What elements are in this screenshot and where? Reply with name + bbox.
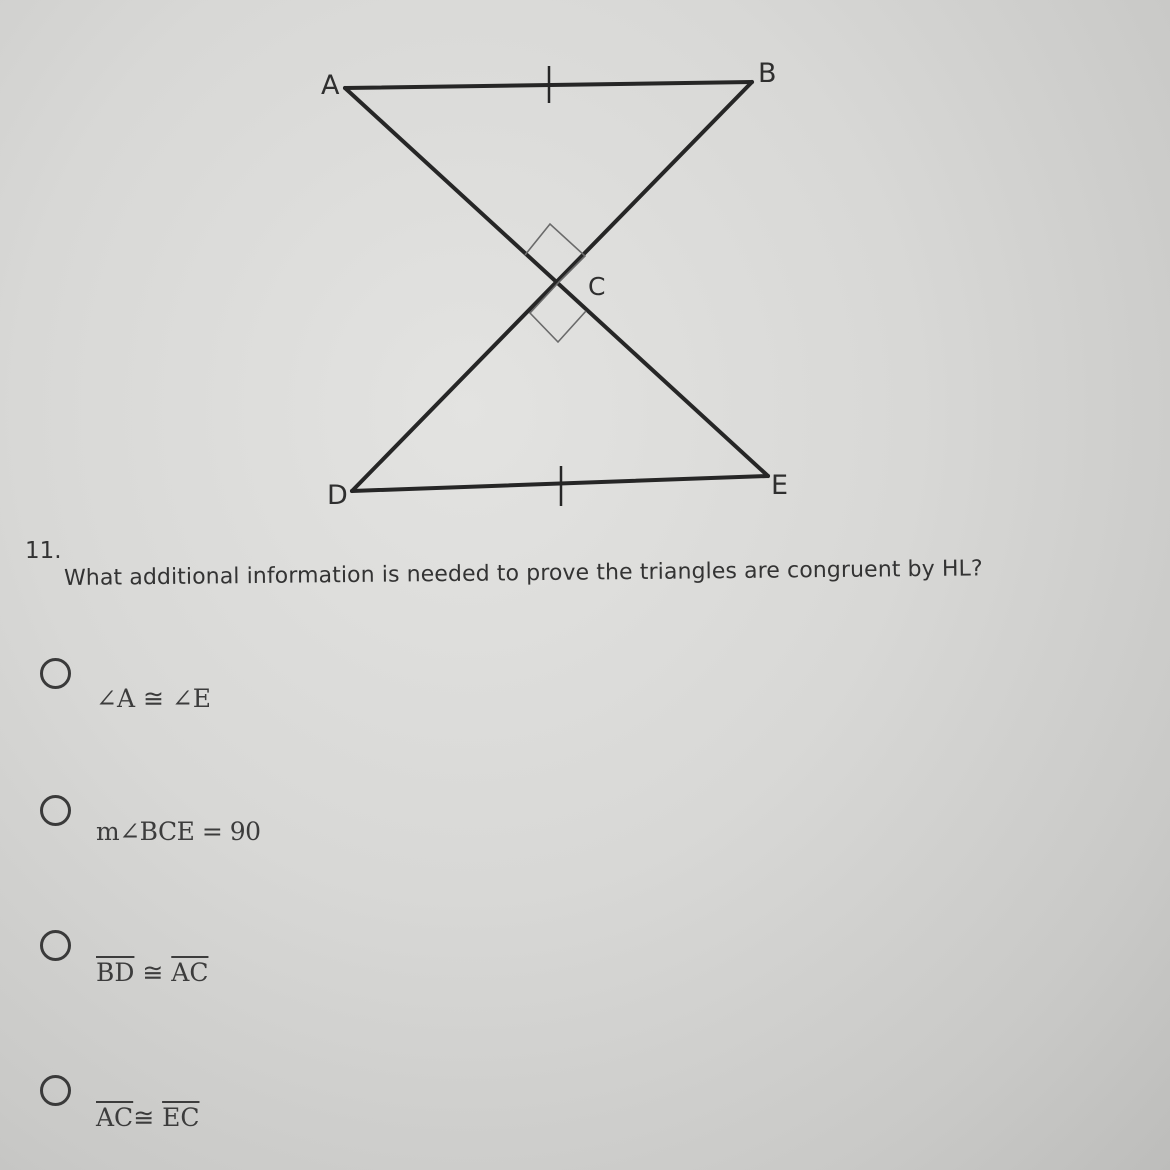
segment-ac-label: $\overline{AC}$	[96, 1103, 134, 1132]
question-number: 11.	[25, 538, 62, 564]
radio-button[interactable]	[40, 930, 71, 961]
congruent-symbol: ≅	[134, 958, 172, 987]
question-text: What additional information is needed to prove the triangles are congruent by HL?	[63, 556, 983, 591]
point-label-c: C	[588, 272, 606, 301]
right-angle-marker-top	[525, 224, 585, 283]
answer-option-1[interactable]	[40, 658, 540, 738]
option-label	[96, 958, 208, 987]
congruent-symbol: ≅	[133, 1103, 163, 1132]
radio-button[interactable]	[40, 658, 71, 689]
radio-button[interactable]	[40, 795, 71, 826]
option-label: m∠BCE = 90	[96, 817, 261, 846]
point-label-a: A	[321, 70, 340, 101]
answer-option-2[interactable]	[40, 795, 540, 875]
point-label-d: D	[327, 480, 348, 511]
segment-ac-label: $\overline{AC}$	[171, 958, 209, 987]
point-label-e: E	[771, 470, 789, 501]
radio-button[interactable]	[40, 1075, 71, 1106]
point-label-b: B	[758, 58, 777, 89]
triangle-diagram	[0, 0, 1170, 530]
right-angle-marker-bottom	[530, 283, 586, 342]
answer-option-3[interactable]	[40, 930, 540, 1010]
option-label	[96, 1103, 199, 1132]
segment-bd-label: $\overline{BD}$	[96, 958, 135, 987]
answer-option-4[interactable]	[40, 1075, 540, 1155]
segment-bd	[352, 82, 752, 491]
segment-ec-label: $\overline{EC}$	[162, 1103, 200, 1132]
option-label: ∠A ≅ ∠E	[96, 684, 212, 713]
